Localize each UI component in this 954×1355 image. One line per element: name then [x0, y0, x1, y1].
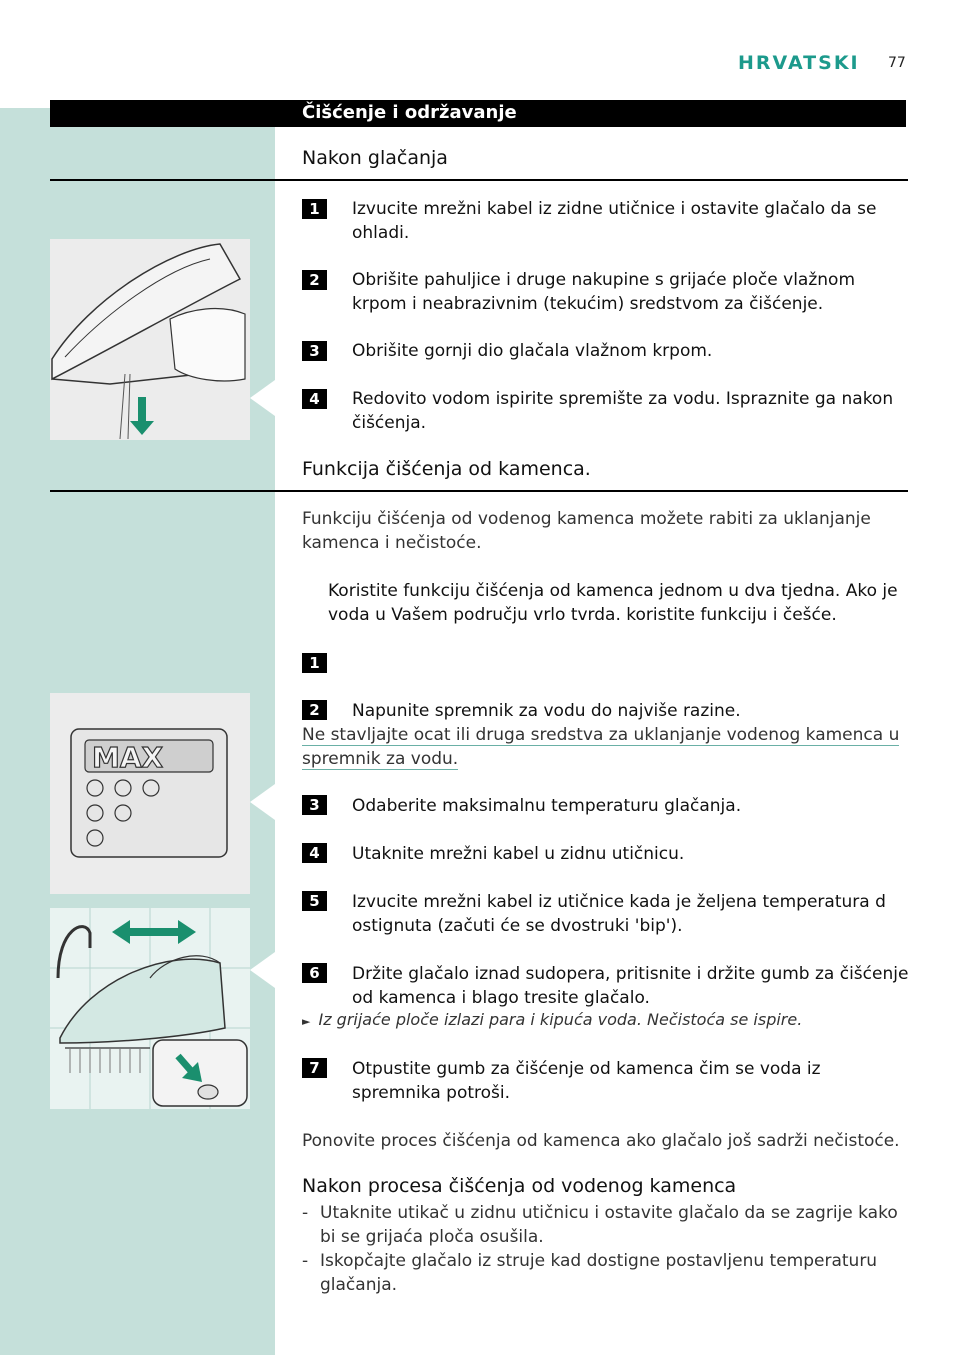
illustration-pointer: [250, 380, 275, 416]
step-number: 2: [302, 700, 327, 720]
illustration-wipe-soleplate: [50, 239, 250, 440]
triangle-bullet-icon: ►: [302, 1015, 311, 1028]
step-number: 4: [302, 389, 327, 409]
calc-clean-heading: Funkcija čišćenja od kamenca.: [302, 458, 591, 480]
arrow-right-icon: [154, 928, 180, 936]
max-panel-drawing: [50, 693, 250, 894]
calc-clean-warning: [302, 723, 902, 771]
warning-text: Ne stavljajte ocat ili druga sredstva za uklanjanje vodenog kamenca u spremnik za vodu.: [302, 725, 900, 769]
after-calc-heading: Nakon procesa čišćenja od vodenog kamenca: [302, 1175, 737, 1197]
step-number: 7: [302, 1058, 327, 1078]
max-label: MAX: [92, 741, 164, 774]
iron-wipe-drawing: [50, 239, 250, 440]
step-text: Redovito vodom ispirite spremište za vodu. Ispraznite ga nakon čišćenja.: [352, 389, 894, 433]
calc-clean-repeat: Ponovite proces čišćenja od kamenca ako glačalo još sadrži nečistoće.: [302, 1131, 900, 1151]
section-title: Čišćenje i održavanje: [302, 102, 517, 123]
step-number: 3: [302, 795, 327, 815]
arrow-down-icon: [138, 397, 146, 423]
illustration-pointer: [250, 952, 275, 988]
after-ironing-heading: Nakon glačanja: [302, 147, 448, 169]
step-number: 1: [302, 199, 327, 219]
step-number: 6: [302, 963, 327, 983]
step-text: Odaberite maksimalnu temperaturu glačanja.: [352, 796, 742, 816]
step-number: 2: [302, 270, 327, 290]
calc-clean-note: Koristite funkciju čišćenja od kamenca jednom u dva tjedna. Ako je voda u Vašem području vrlo tvrda. koristite funkciju i češće.: [328, 581, 898, 625]
calc-clean-intro: Funkciju čišćenja od vodenog kamenca možete rabiti za uklanjanje kamenca i nečistoće.: [302, 509, 871, 553]
list-item: - Iskopčajte glačalo iz struje kad dostigne postavljenu temperaturu glačanja.: [302, 1251, 878, 1295]
step-text: Napunite spremnik za vodu do najviše razine.: [352, 701, 741, 721]
step-number: 3: [302, 341, 327, 361]
step-number: 1: [302, 653, 327, 673]
step-text: Izvucite mrežni kabel iz zidne utičnice i ostavite glačalo da se ohladi.: [352, 199, 877, 243]
result-line: [302, 1010, 802, 1029]
page-number: 77: [888, 55, 906, 71]
illustration-max-setting: [50, 693, 250, 894]
heading-rule: [50, 490, 908, 492]
step-text: Otpustite gumb za čišćenje od kamenca čim se voda iz spremnika potroši.: [352, 1059, 821, 1103]
step-text: Obrišite pahuljice i druge nakupine s grijaće ploče vlažnom krpom i neabrazivnim (tekućim) sredstvom za čišćenje.: [352, 270, 856, 314]
heading-rule: [50, 179, 908, 181]
illustration-calc-clean: [50, 908, 250, 1109]
step-text: Obrišite gornji dio glačala vlažnom krpom.: [352, 341, 713, 361]
step-text: Utaknite mrežni kabel u zidnu utičnicu.: [352, 844, 685, 864]
step-number: 5: [302, 891, 327, 911]
iron-sink-drawing: [50, 908, 250, 1109]
language-label: HRVATSKI: [738, 52, 860, 74]
step-text: Izvucite mrežni kabel iz utičnice kada je željena temperatura d ostignuta (začuti će se dvostruki 'bip').: [352, 892, 886, 936]
illustration-pointer: [250, 784, 275, 820]
list-item: - Utaknite utikač u zidnu utičnicu i ostavite glačalo da se zagrije kako bi se grijaća ploča osušila.: [302, 1203, 898, 1247]
arrow-left-icon: [128, 928, 154, 936]
step-text: Držite glačalo iznad sudopera, pritisnite i držite gumb za čišćenje od kamenca i blago tresite glačalo.: [352, 964, 909, 1008]
step-number: 4: [302, 843, 327, 863]
result-text: Iz grijaće ploče izlazi para i kipuća voda. Nečistoća se ispire.: [318, 1010, 803, 1029]
